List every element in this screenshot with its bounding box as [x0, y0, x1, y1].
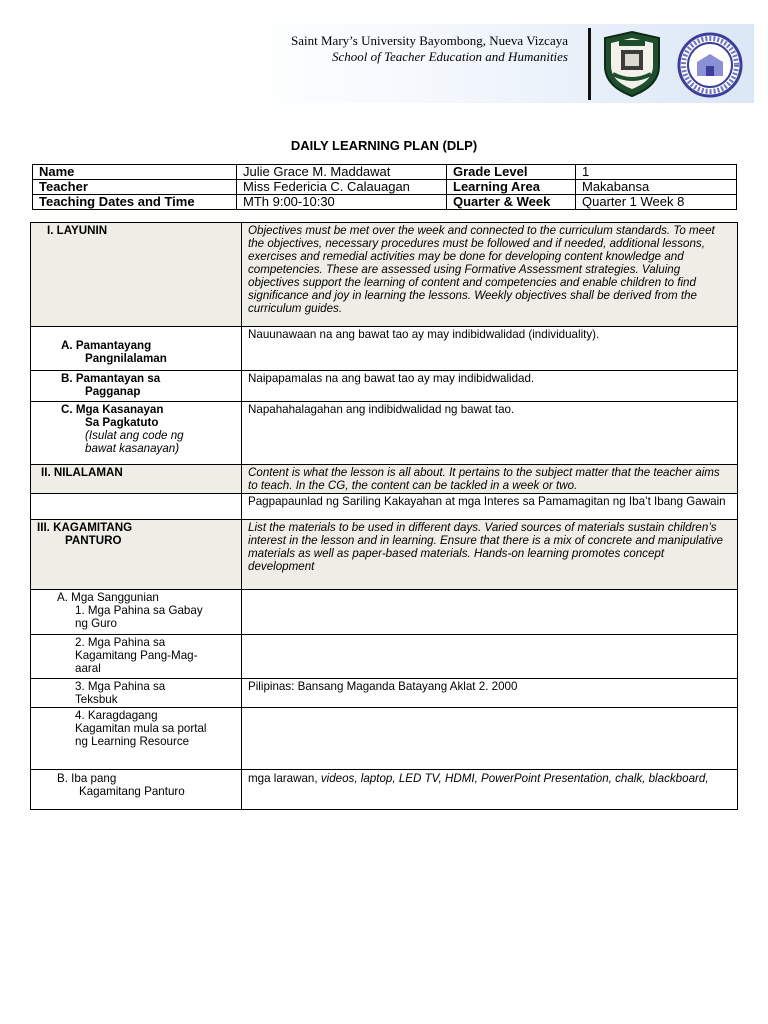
mga-kasanayan-label: C. Mga Kasanayan Sa Pagkatuto (Isulat ang code ng bawat kasanayan) — [31, 402, 242, 465]
table-row — [31, 770, 738, 810]
dates-value: MTh 9:00-10:30 — [237, 195, 447, 210]
pamantayan-sa-pagganap-value: Naipapamalas na ang bawat tao ay may indibidwalidad. — [242, 371, 738, 402]
nilalaman-label: II. NILALAMAN — [31, 465, 242, 494]
teacher-label: Teacher — [33, 180, 237, 195]
gabay-ng-guro-value — [242, 590, 738, 635]
karagdagang-kagamitan-value — [242, 708, 738, 770]
pamantayang-pangnilalaman-label: A. Pamantayang Pangnilalaman — [31, 327, 242, 371]
table-row — [31, 635, 738, 679]
university-name: Saint Mary’s University Bayombong, Nueva Vizcaya — [291, 33, 568, 48]
dates-label: Teaching Dates and Time — [33, 195, 237, 210]
teksbuk-value: Pilipinas: Bansang Maganda Batayang Aklat 2. 2000 — [242, 679, 738, 708]
table-row — [31, 465, 738, 494]
document-title: DAILY LEARNING PLAN (DLP) — [290, 138, 478, 153]
nilalaman-value: Pagpapaunlad ng Sariling Kakayahan at mga Interes sa Pamamagitan ng Iba’t Ibang Gawain — [242, 494, 738, 520]
table-row — [31, 494, 738, 520]
mga-kasanayan-value: Napahahalagahan ang indibidwalidad ng bawat tao. — [242, 402, 738, 465]
table-row — [31, 679, 738, 708]
table-row — [31, 371, 738, 402]
header-divider — [588, 28, 591, 100]
grade-value: 1 — [576, 165, 737, 180]
letterhead — [235, 24, 754, 103]
kagamitang-panturo-description: List the materials to be used in different days. Varied sources of materials sustain children’s interest in the lesson and in learning. Ensure that there is a mix of concrete and manipulative materials as well as paper-based materials. Hands-on learning promotes concept development — [242, 520, 738, 590]
area-value: Makabansa — [576, 180, 737, 195]
pamantayan-sa-pagganap-label: B. Pamantayan sa Pagganap — [31, 371, 242, 402]
name-label: Name — [33, 165, 237, 180]
quarter-label: Quarter & Week — [447, 195, 576, 210]
school-shield-logo-icon — [597, 30, 667, 98]
quarter-value: Quarter 1 Week 8 — [576, 195, 737, 210]
karagdagang-kagamitan-label: 4. Karagdagang Kagamitan mula sa portal ng Learning Resource — [31, 708, 242, 770]
info-table — [32, 164, 737, 210]
teacher-value: Miss Federicia C. Calauagan — [237, 180, 447, 195]
table-row — [31, 708, 738, 770]
table-row — [31, 223, 738, 327]
grade-label: Grade Level — [447, 165, 576, 180]
table-row — [33, 195, 737, 210]
teksbuk-label: 3. Mga Pahina sa Teksbuk — [31, 679, 242, 708]
table-row — [33, 180, 737, 195]
name-value: Julie Grace M. Maddawat — [237, 165, 447, 180]
kagamitang-pang-mag-aaral-value — [242, 635, 738, 679]
area-label: Learning Area — [447, 180, 576, 195]
layunin-label: I. LAYUNIN — [31, 223, 242, 327]
nilalaman-description: Content is what the lesson is all about. It pertains to the subject matter that the teacher aims to teach. In the CG, the content can be tackled in a week or two. — [242, 465, 738, 494]
table-row — [31, 520, 738, 590]
table-row — [31, 327, 738, 371]
iba-pang-kagamitan-label: B. Iba pang Kagamitang Panturo — [31, 770, 242, 810]
school-name: School of Teacher Education and Humanities — [331, 49, 568, 64]
layunin-description: Objectives must be met over the week and connected to the curriculum standards. To meet the objectives, necessary procedures must be followed and if needed, additional lessons, exercises and remedial activities may be done for developing content knowledge and competencies. These are assessed using Formative Assessment strategies. Valuing objectives support the learning of content and competencies and enable children to find significance and joy in learning the lessons. Weekly objectives shall be derived from the curriculum guides. — [242, 223, 738, 327]
university-seal-logo-icon — [675, 32, 745, 98]
table-row — [33, 165, 737, 180]
table-row — [31, 590, 738, 635]
kagamitang-panturo-label: III. KAGAMITANG PANTURO — [31, 520, 242, 590]
iba-pang-kagamitan-value: mga larawan, videos, laptop, LED TV, HDMI, PowerPoint Presentation, chalk, blackboard, — [242, 770, 738, 810]
nilalaman-empty-cell — [31, 494, 242, 520]
table-row — [31, 402, 738, 465]
mga-sanggunian-label: A. Mga Sanggunian 1. Mga Pahina sa Gabay ng Guro — [31, 590, 242, 635]
plan-table — [30, 222, 738, 810]
kagamitang-pang-mag-aaral-label: 2. Mga Pahina sa Kagamitang Pang-Mag-aaral — [31, 635, 242, 679]
pamantayang-pangnilalaman-value: Nauunawaan na ang bawat tao ay may indibidwalidad (individuality). — [242, 327, 738, 371]
